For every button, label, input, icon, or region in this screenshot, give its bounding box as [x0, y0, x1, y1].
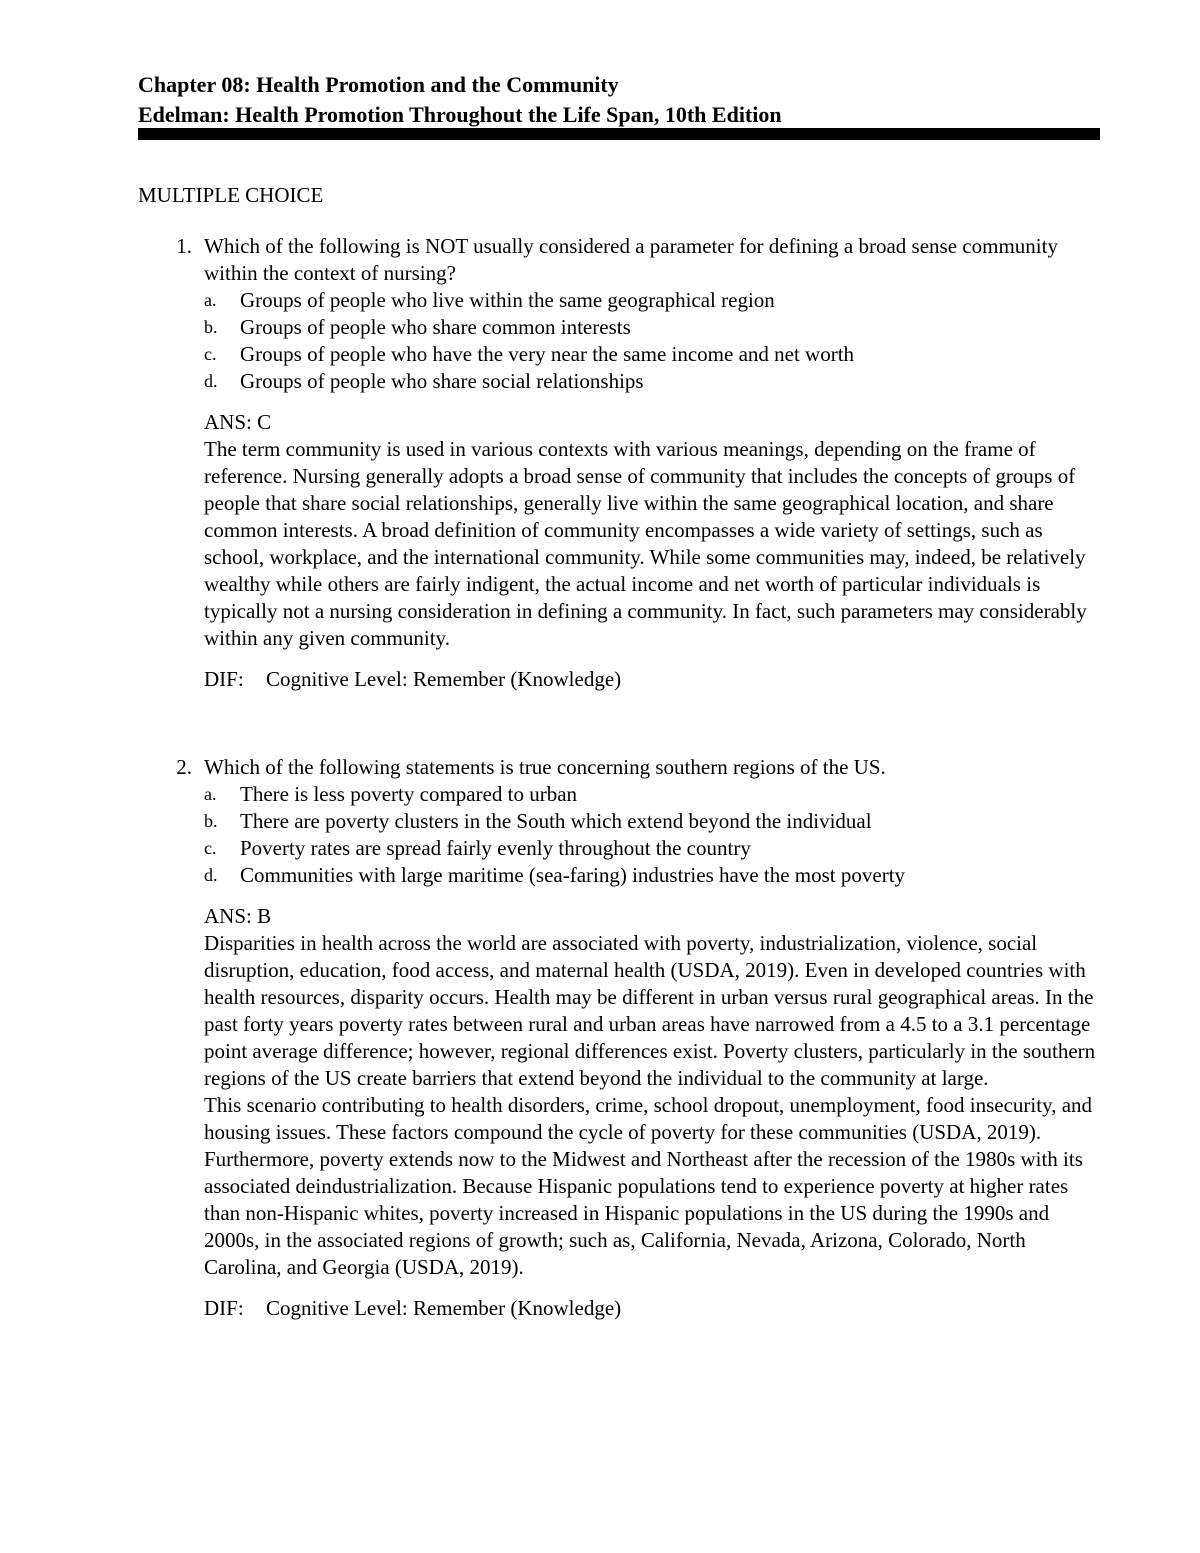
rationale-paragraph: Disparities in health across the world are associated with poverty, industrialization, violence, social disruption, education, food access, and maternal health (USDA, 2019). Even in developed countries with health resources, disparity occurs. Health may be different in urban versus rural geographical areas. In the past forty years poverty rates between rural and urban areas have narrowed from a 4.5 to a 3.1 percentage point average difference; however, regional differences exist. Poverty clusters, particularly in the southern regions of the US create barriers that extend beyond the individual to the community at large.: [204, 931, 1096, 1090]
option-letter: b.: [204, 317, 218, 337]
question-text: Which of the following is NOT usually considered a parameter for defining a broad sense community within the context of nursing?: [204, 234, 1058, 285]
option-text: Poverty rates are spread fairly evenly throughout the country: [240, 836, 751, 860]
book-title: Edelman: Health Promotion Throughout the Life Span, 10th Edition: [138, 102, 782, 127]
option-letter: a.: [204, 784, 217, 804]
question-text: Which of the following statements is true concerning southern regions of the US.: [204, 755, 886, 779]
rationale: [204, 930, 1100, 1281]
option-b: [204, 314, 1100, 341]
header-rule: [138, 128, 1100, 140]
difficulty-label: DIF:: [204, 1296, 244, 1320]
option-d: [204, 862, 1100, 889]
option-text: Groups of people who share common interests: [240, 315, 631, 339]
question-2: [138, 754, 1100, 1322]
option-text: Groups of people who live within the same geographical region: [240, 288, 775, 312]
option-letter: b.: [204, 811, 218, 831]
question-1: [138, 233, 1100, 693]
option-a: [204, 781, 1100, 808]
option-letter: c.: [204, 838, 217, 858]
rationale-paragraph: This scenario contributing to health disorders, crime, school dropout, unemployment, food insecurity, and housing issues. These factors compound the cycle of poverty for these communities (USDA, 2019). Furthermore, poverty extends now to the Midwest and Northeast after the recession of the 1980s with its associated deindustrialization. Because Hispanic populations tend to experience poverty at higher rates than non-Hispanic whites, poverty increased in Hispanic populations in the US during the 1990s and 2000s, in the associated regions of growth; such as, California, Nevada, Arizona, Colorado, North Carolina, and Georgia (USDA, 2019).: [204, 1093, 1093, 1279]
option-b: [204, 808, 1100, 835]
option-letter: a.: [204, 290, 217, 310]
difficulty: [204, 666, 1100, 693]
option-text: Communities with large maritime (sea-faring) industries have the most poverty: [240, 863, 906, 887]
option-c: [204, 341, 1100, 368]
rationale-paragraph: The term community is used in various contexts with various meanings, depending on the frame of reference. Nursing generally adopts a broad sense of community that includes the concepts of groups of people that share social relationships, generally live within the same geographical location, and share common interests. A broad definition of community encompasses a wide variety of settings, such as school, workplace, and the international community. While some communities may, indeed, be relatively wealthy while others are fairly indigent, the actual income and net worth of particular individuals is typically not a nursing consideration in defining a community. In fact, such parameters may considerably within any given community.: [204, 437, 1087, 650]
section-title: MULTIPLE CHOICE: [138, 183, 324, 207]
answer-options: [204, 781, 1100, 889]
difficulty-value: Cognitive Level: Remember (Knowledge): [266, 667, 622, 691]
option-c: [204, 835, 1100, 862]
option-d: [204, 368, 1100, 395]
option-letter: d.: [204, 371, 218, 391]
answer-key: ANS: B: [204, 904, 272, 928]
option-a: [204, 287, 1100, 314]
rationale: [204, 436, 1100, 652]
answer-key: ANS: C: [204, 410, 272, 434]
document-header: [138, 70, 1100, 130]
difficulty: [204, 1295, 1100, 1322]
difficulty-label: DIF:: [204, 667, 244, 691]
answer-options: [204, 287, 1100, 395]
option-text: Groups of people who share social relationships: [240, 369, 644, 393]
question-number: 2.: [176, 755, 192, 779]
option-text: Groups of people who have the very near the same income and net worth: [240, 342, 855, 366]
question-number: 1.: [176, 234, 192, 258]
option-text: There is less poverty compared to urban: [240, 782, 578, 806]
option-text: There are poverty clusters in the South which extend beyond the individual: [240, 809, 872, 833]
chapter-title: Chapter 08: Health Promotion and the Community: [138, 72, 619, 97]
option-letter: c.: [204, 344, 217, 364]
option-letter: d.: [204, 865, 218, 885]
difficulty-value: Cognitive Level: Remember (Knowledge): [266, 1296, 622, 1320]
